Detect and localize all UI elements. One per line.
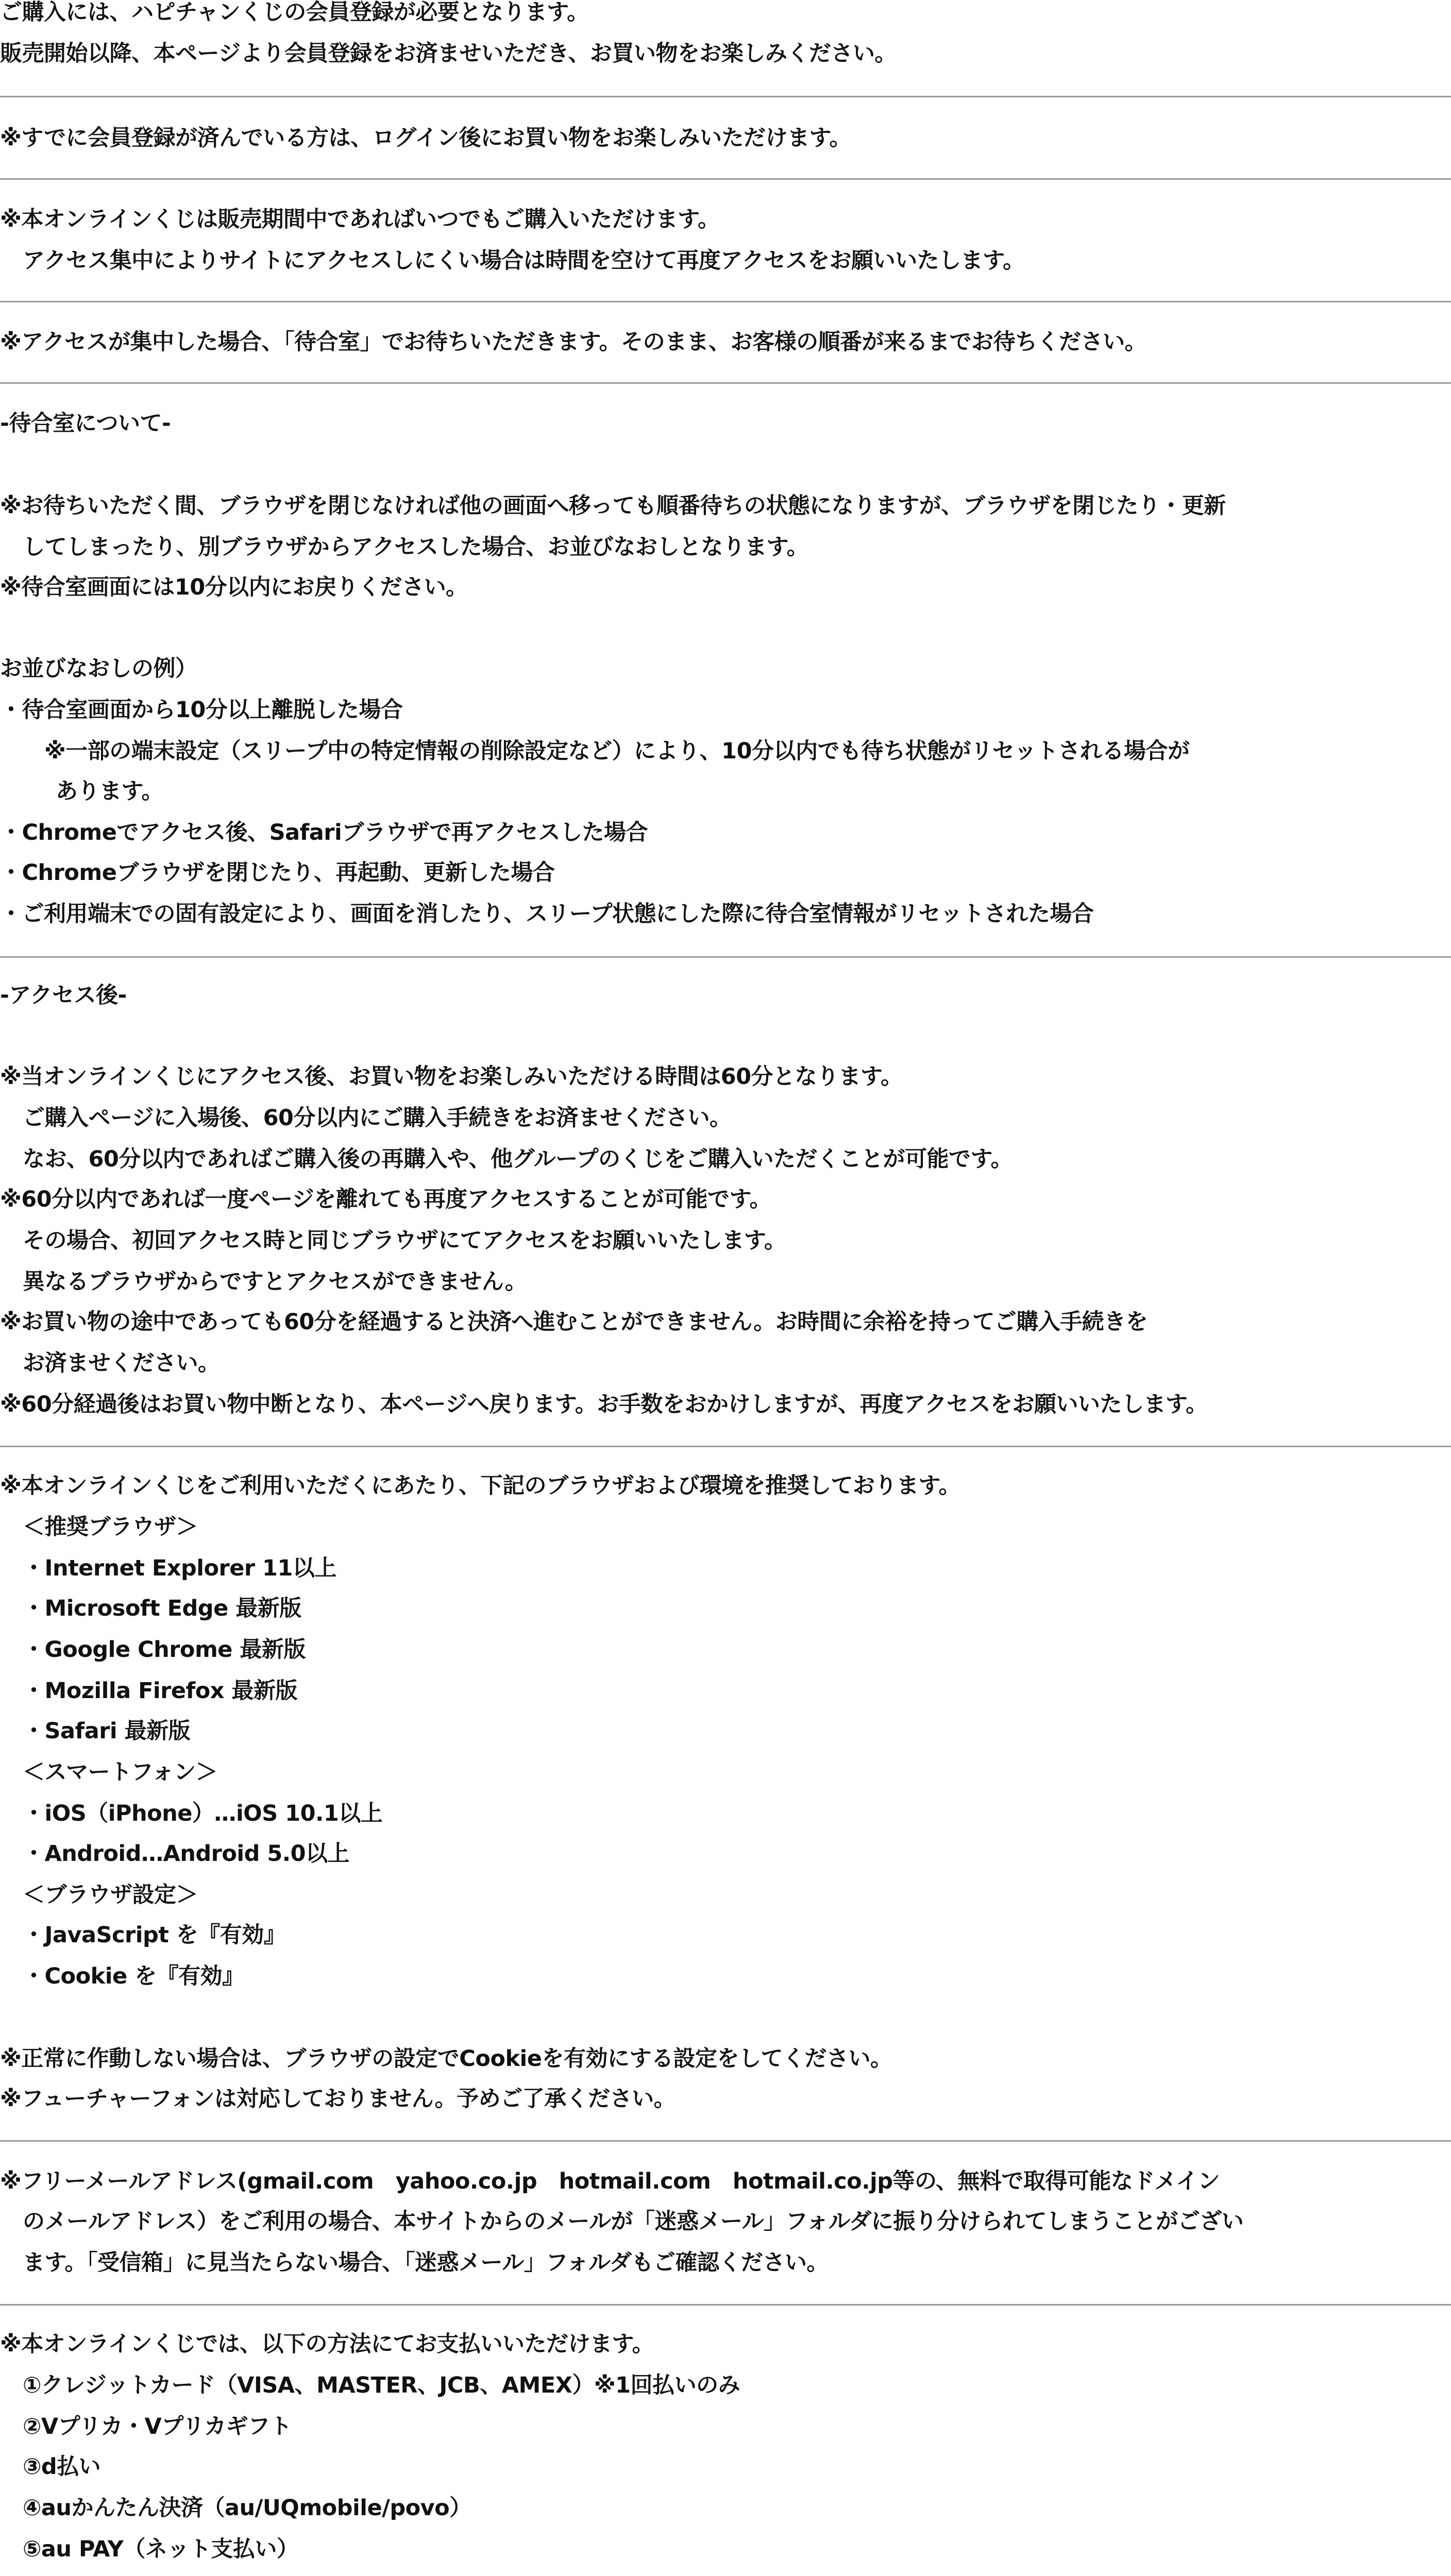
requeue-example-1-note: ※一部の端末設定（スリープ中の特定情報の削除設定など）により、10分以内でも待ち状態がリセットされる場合が [44,738,1190,764]
divider [0,301,1451,302]
divider [0,1446,1451,1447]
payment-method: ③d払い [23,2454,101,2480]
divider [0,956,1451,958]
payment-method: ②Vプリカ・Vプリカギフト [23,2414,292,2439]
browser-item: ・Internet Explorer 11以上 [23,1555,336,1581]
membership-required-text: ご購入には、ハピチャンくじの会員登録が必要となります。 [0,0,589,25]
divider [0,2304,1451,2306]
waiting-room-text-3: ※待合室画面には10分以内にお戻りください。 [0,574,468,600]
divider [0,178,1451,180]
smartphone-item: ・iOS（iPhone）…iOS 10.1以上 [23,1801,383,1826]
after-access-text-7: ※お買い物の途中であっても60分を経過すると決済へ進むことができません。お時間に余裕を持ってご購入手続きを [0,1309,1148,1335]
waiting-room-text-2: してしまったり、別ブラウザからアクセスした場合、お並びなおしとなります。 [23,534,809,560]
after-access-heading: -アクセス後- [0,982,127,1008]
after-access-text-5: その場合、初回アクセス時と同じブラウザにてアクセスをお願いいたします。 [23,1228,786,1253]
smartphone-item: ・Android…Android 5.0以上 [23,1841,350,1867]
after-access-text-8: お済ませください。 [23,1350,220,1376]
free-email-note-2: のメールアドレス）をご利用の場合、本サイトからのメールが「迷惑メール」フォルダに振り分けられてしまうことがござい [23,2209,1244,2234]
requeue-examples-heading: お並びなおしの例） [0,656,197,682]
purchase-period-note: ※本オンラインくじは販売期間中であればいつでもご購入いただけます。 [0,207,720,232]
browser-settings-heading: ＜ブラウザ設定＞ [23,1882,198,1908]
browser-setting-item: ・Cookie を『有効』 [23,1963,244,1989]
cookie-note: ※正常に作動しない場合は、ブラウザの設定でCookieを有効にする設定をしてください。 [0,2046,892,2072]
after-access-text-1: ※当オンラインくじにアクセス後、お買い物をお楽しみいただける時間は60分となります。 [0,1064,903,1090]
payment-method: ④auかんたん決済（au/UQmobile/povo） [23,2495,471,2521]
divider [0,96,1451,97]
smartphone-heading: ＜スマートフォン＞ [23,1759,218,1785]
requeue-example-1: ・待合室画面から10分以上離脱した場合 [0,697,403,723]
logged-in-note: ※すでに会員登録が済んでいる方は、ログイン後にお買い物をお楽しみいただけます。 [0,125,852,151]
payment-method: ①クレジットカード（VISA、MASTER、JCB、AMEX）※1回払いのみ [23,2372,740,2398]
divider [0,382,1451,384]
browser-item: ・Google Chrome 最新版 [23,1637,306,1663]
waiting-room-note: ※アクセスが集中した場合、「待合室」でお待ちいただきます。そのまま、お客様の順番が来るまでお待ちください。 [0,329,1147,355]
after-access-text-4: ※60分以内であれば一度ページを離れても再度アクセスすることが可能です。 [0,1187,772,1212]
browser-item: ・Microsoft Edge 最新版 [23,1596,301,1621]
browser-item: ・Mozilla Firefox 最新版 [23,1678,298,1704]
browser-setting-item: ・JavaScript を『有効』 [23,1922,286,1948]
browser-item: ・Safari 最新版 [23,1718,191,1744]
free-email-note-3: ます。「受信箱」に見当たらない場合、「迷惑メール」フォルダもご確認ください。 [23,2250,829,2276]
access-congestion-note: アクセス集中によりサイトにアクセスしにくい場合は時間を空けて再度アクセスをお願いいたします。 [23,248,1025,274]
free-email-note-1: ※フリーメールアドレス(gmail.com yahoo.co.jp hotmail.com hotmail.co.jp等の、無料で取得可能なドメイン [0,2168,1220,2194]
feature-phone-note: ※フューチャーフォンは対応しておりません。予めご了承ください。 [0,2086,676,2112]
payment-method: ⑤au PAY（ネット支払い） [23,2536,299,2562]
recommended-browsers-heading: ＜推奨ブラウザ＞ [23,1514,198,1540]
requeue-example-1-note-cont: あります。 [56,778,164,804]
waiting-room-heading: -待合室について- [0,411,171,436]
after-access-text-6: 異なるブラウザからですとアクセスができません。 [23,1269,527,1295]
after-access-text-2: ご購入ページに入場後、60分以内にご購入手続きをお済ませください。 [23,1105,732,1131]
environment-intro: ※本オンラインくじをご利用いただくにあたり、下記のブラウザおよび環境を推奨しております。 [0,1473,961,1499]
requeue-example-4: ・ご利用端末での固有設定により、画面を消したり、スリープ状態にした際に待合室情報がリセットされた場合 [0,901,1094,927]
after-access-text-3: なお、60分以内であればご購入後の再購入や、他グループのくじをご購入いただくことが可能です。 [23,1146,1013,1172]
payment-intro: ※本オンラインくじでは、以下の方法にてお支払いいただけます。 [0,2331,654,2357]
membership-register-text: 販売開始以降、本ページより会員登録をお済ませいただき、お買い物をお楽しみください。 [0,41,897,66]
requeue-example-3: ・Chromeブラウザを閉じたり、再起動、更新した場合 [0,860,555,886]
after-access-text-9: ※60分経過後はお買い物中断となり、本ページへ戻ります。お手数をおかけしますが、再度アクセスをお願いいたします。 [0,1392,1208,1417]
divider [0,2140,1451,2142]
waiting-room-text-1: ※お待ちいただく間、ブラウザを閉じなければ他の画面へ移っても順番待ちの状態になりますが、ブラウザを閉じたり・更新 [0,493,1226,519]
requeue-example-2: ・Chromeでアクセス後、Safariブラウザで再アクセスした場合 [0,820,648,845]
